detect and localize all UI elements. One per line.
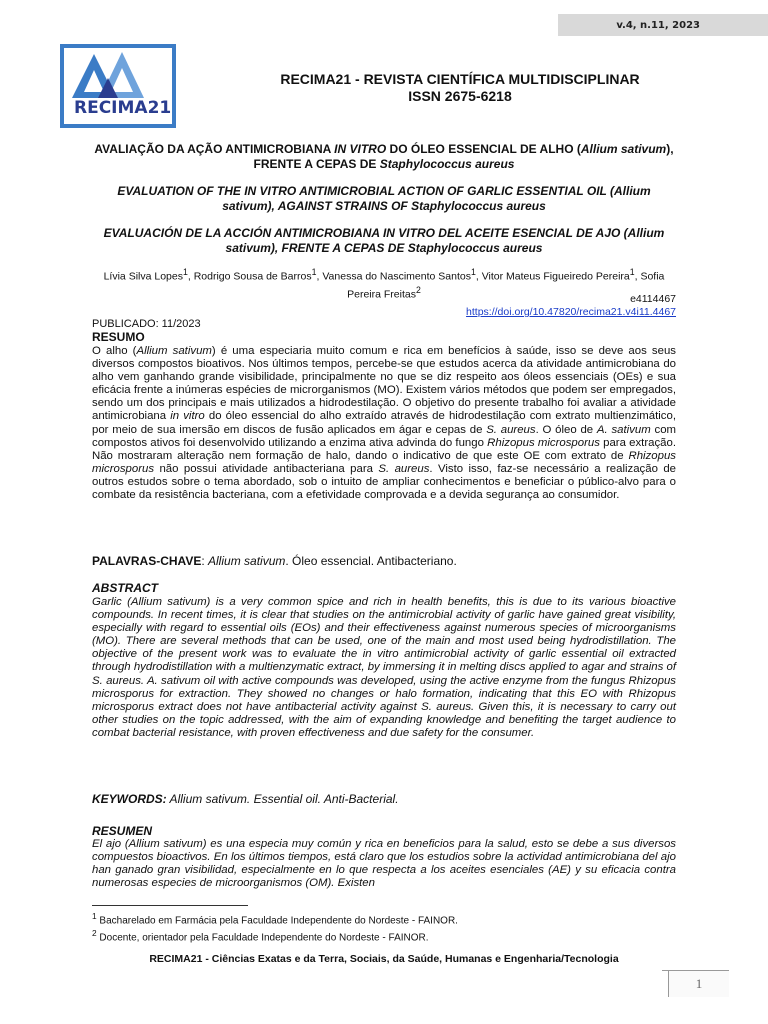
- footnotes: [92, 910, 458, 945]
- resumo-heading: RESUMO: [92, 330, 145, 344]
- page-footer: RECIMA21 - Ciências Exatas e da Terra, Sociais, da Saúde, Humanas e Engenharia/Tecnologia: [149, 953, 619, 965]
- doi-link[interactable]: https://doi.org/10.47820/recima21.v4i11.4467: [466, 306, 676, 318]
- page-number: 1: [668, 970, 729, 997]
- title-portuguese: AVALIAÇÃO DA AÇÃO ANTIMICROBIANA IN VITRO DO ÓLEO ESSENCIAL DE ALHO (Allium sativum), FRENTE A CEPAS DE Staphylococcus aureus: [94, 142, 674, 171]
- journal-header: [190, 71, 730, 105]
- resumen-heading: RESUMEN: [92, 824, 153, 838]
- logo-text: RECIMA21: [74, 98, 172, 118]
- author-list: Lívia Silva Lopes$^1$, Rodrigo Sousa de Barros$^1$, Vanessa do Nascimento Santos$^1$, Vitor Mateus Figueiredo Pereira$^1$, Sofia Pereira Freitas$^2$: [103, 267, 665, 300]
- footnote-divider: [92, 905, 248, 906]
- volume-text: v.4, n.11, 2023: [616, 19, 700, 31]
- published-date: PUBLICADO: 11/2023: [92, 318, 201, 330]
- journal-name: RECIMA21 - REVISTA CIENTÍFICA MULTIDISCIPLINAR: [280, 71, 640, 87]
- keywords: KEYWORDS: Allium sativum. Essential oil. Anti-Bacterial.: [92, 792, 399, 806]
- journal-issn: ISSN 2675-6218: [408, 88, 512, 104]
- journal-logo: [60, 44, 176, 128]
- title-english: EVALUATION OF THE IN VITRO ANTIMICROBIAL ACTION OF GARLIC ESSENTIAL OIL (Allium sativum), AGAINST STRAINS OF Staphylococcus aureus: [117, 184, 651, 213]
- title-spanish: EVALUACIÓN DE LA ACCIÓN ANTIMICROBIANA IN VITRO DEL ACEITE ESENCIAL DE AJO (Allium sativum), FRENTE A CEPAS DE Staphylococcus aureus: [103, 226, 665, 255]
- palavras-chave: PALAVRAS-CHAVE: Allium sativum. Óleo essencial. Antibacteriano.: [92, 554, 457, 568]
- abstract-heading: ABSTRACT: [92, 581, 158, 595]
- resumen-body: El ajo (Allium sativum) es una especia muy común y rica en beneficios para la salud, esto se debe a sus diversos compuestos bioactivos. En los últimos tiempos, está claro que los estudios sobre la actividad antimicrobiana del ajo han ganado gran visibilidad, especialmente en lo que respecta a los aceites esenciales (AE) y su eficacia contra numerosas especies de microorganismos (OM). Existen: [92, 838, 676, 890]
- resumo-body: O alho (Allium sativum) é uma especiaria muito comum e rica em benefícios à saúde, isso se deve aos seus diversos compostos bioativos. Nos últimos tempos, percebe-se que estudos acerca da atividade antimicrobiana do alho vem ganhando grande visibilidade, principalmente no que se diz respeito aos óleos essenciais (OEs) e sua eficácia frente a inúmeras espécies de microrganismos (MO). Existem vários métodos que podem ser empregados, sendo um dos principais e mais utilizados a hidrodestilação. O objetivo do presente trabalho foi avaliar a atividade antimicrobiana in vitro do óleo essencial do alho extraído através de hidrodestilação com extrato multienzimático, por meio de sua imersão em discos de fusão aplicados em ágar e cepas de S. aureus. O óleo de A. sativum com compostos ativos foi desenvolvido utilizando a enzima ativa advinda do fungo Rhizopus microsporus para extração. Não mostraram alteração nem formação de halo, dando o indicativo de que este OE com extrato de Rhizopus microsporus não possui atividade antibacteriana para S. aureus. Visto isso, faz-se necessário a realização de outros estudos sobre o tema abordado, sob o intuito de ampliar conhecimentos e beneficiar o público-alvo para o combate da resistência bacteriana, com a efetividade comprovada e a devida segurança ao consumidor.: [92, 345, 677, 502]
- volume-badge: [558, 14, 768, 36]
- abstract-body: Garlic (Allium sativum) is a very common spice and rich in health benefits, this is due to its various bioactive compounds. In recent times, it is clear that studies on the antimicrobial activity of garlic have gained great visibility, especially with regard to essential oils (EOs) and their effectiveness against numerous species of microorganisms (MO). There are several methods that can be used, one of the main and most used being hydrodistillation. The objective of the present work was to evaluate the in vitro antimicrobial activity of garlic essential oil extracted through hydrodistillation with a multienzymatic extract, by immersing it in melting discs applied to agar and strains of S. aureus. A. sativum oil with active compounds was developed, using the active enzyme from the fungus Rhizopus microsporus for extraction. They showed no changes or halo formation, indicating that this EO with Rhizopus microsporus extract does not have antibacterial activity against S. aureus. Given this, it is necessary to carry out other studies on the topic addressed, with the aim of expanding knowledge and benefiting the target audience to combat bacterial resistance, with proven effectiveness and due safety for the consumer.: [92, 596, 676, 739]
- footnote-1: $^1$ Bacharelado em Farmácia pela Faculdade Independente do Nordeste - FAINOR.: [92, 911, 458, 927]
- footnote-2: $^2$ Docente, orientador pela Faculdade Independente do Nordeste - FAINOR.: [92, 928, 429, 944]
- article-id: e4114467: [630, 293, 676, 305]
